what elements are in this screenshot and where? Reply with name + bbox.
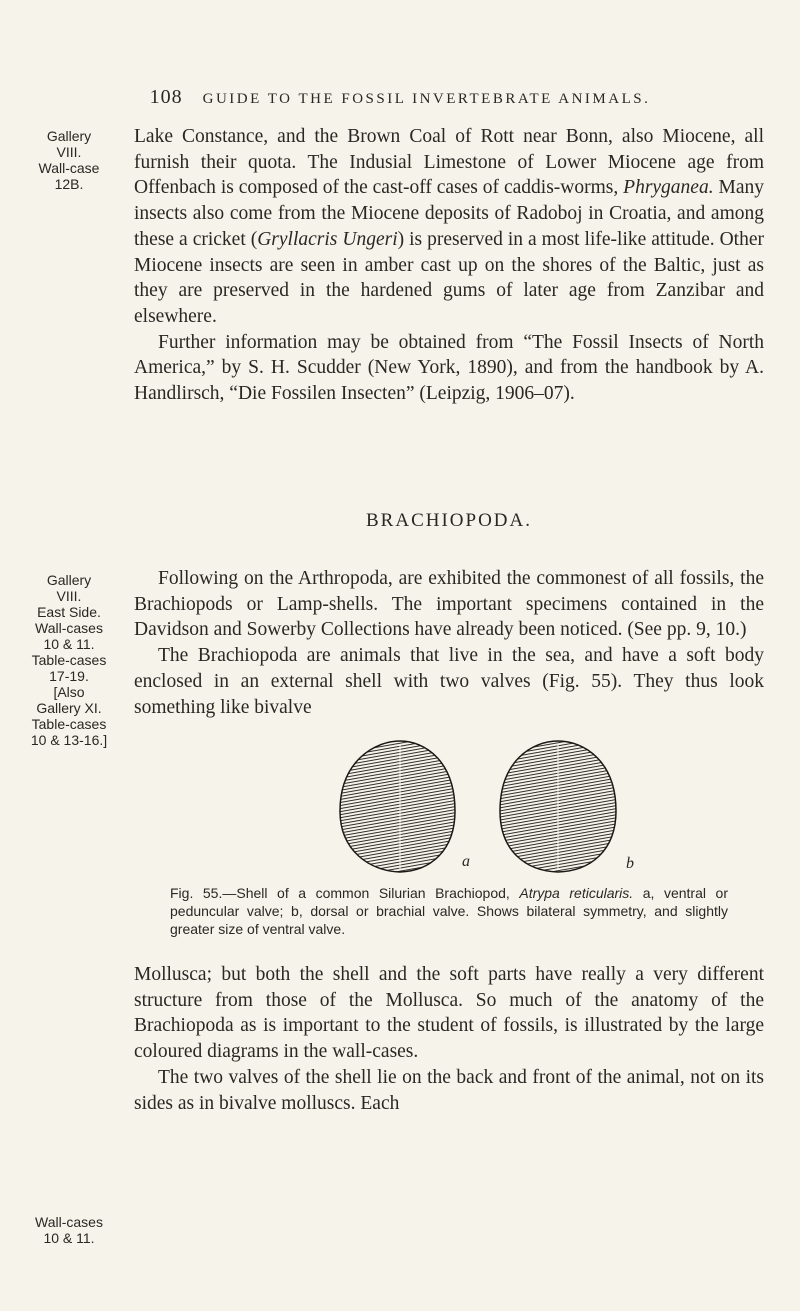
paragraph-two-valves: The two valves of the shell lie on the back and front of the animal, not on its sides as in bivalve molluscs. Each	[134, 1066, 764, 1114]
body-text-bottom	[134, 962, 764, 1116]
label-b: b	[626, 855, 634, 872]
margin-note-wall-cases: Wall-cases 10 & 11.	[35, 1214, 103, 1246]
body-text-top	[134, 124, 764, 407]
running-header	[0, 86, 800, 109]
section-heading: BRACHIOPODA.	[366, 510, 532, 531]
paragraph-miocene: Lake Constance, and the Brown Coal of Rott near Bonn, also Miocene, all furnish their quota. The Indusial Limestone of Lower Miocene age from Offenbach is composed of the cast-off cases of caddis-worms, Phryganea. Many insects also come from the Miocene deposits of Radoboj in Croatia, and among these a cricket (Gryllacris Ungeri) is preserved in a most life-like attitude. Other Miocene insects are seen in amber cast up on the shores of the Baltic, just as they are preserved in the hardened gums of later age from Zanzibar and elsewhere.	[134, 126, 765, 327]
figure-caption: Fig. 55.—Shell of a common Silurian Brachiopod, Atrypa reticularis. a, ventral or peduncular valve; b, dorsal or brachial valve. Shows bilateral symmetry, and slightly greater size of ventral valve.	[170, 885, 728, 937]
body-text-brachiopoda	[134, 566, 764, 720]
paragraph-further-info: Further information may be obtained from “The Fossil Insects of North America,” by S. H. Scudder (New York, 1890), and from the handbook by A. Handlirsch, “Die Fossilen Insecten” (Leipzig, 1906–07).	[134, 331, 764, 405]
label-a: a	[462, 853, 470, 870]
shell-dorsal-valve	[500, 741, 616, 872]
page-number: 108	[149, 86, 183, 108]
paragraph-mollusca: Mollusca; but both the shell and the soft parts have really a very different structure from those of the Mollusca. So much of the anatomy of the Brachiopoda as is important to the student of fossils, is illustrated by the large coloured diagrams in the wall-cases.	[134, 964, 764, 1063]
margin-note-east-side: Gallery VIII. East Side. Wall-cases 10 & 11. Table-cases 17-19. [Also Gallery XI. Table-cases 10 & 13-16.]	[30, 572, 108, 748]
margin-note-gallery-viii: Gallery VIII. Wall-case 12B.	[38, 128, 100, 192]
paragraph-brachiopoda-animals: The Brachiopoda are animals that live in the sea, and have a soft body enclosed in an external shell with two valves (Fig. 55). They thus look something like bivalve	[134, 645, 764, 718]
figure-55-shells	[300, 736, 650, 876]
paragraph-following: Following on the Arthropoda, are exhibited the commonest of all fossils, the Brachiopods or Lamp-shells. The important specimens contained in the Davidson and Sowerby Collections have already been noticed. (See pp. 9, 10.)	[134, 568, 764, 641]
running-title: GUIDE TO THE FOSSIL INVERTEBRATE ANIMALS.	[202, 91, 651, 107]
shell-ventral-valve	[340, 741, 455, 872]
